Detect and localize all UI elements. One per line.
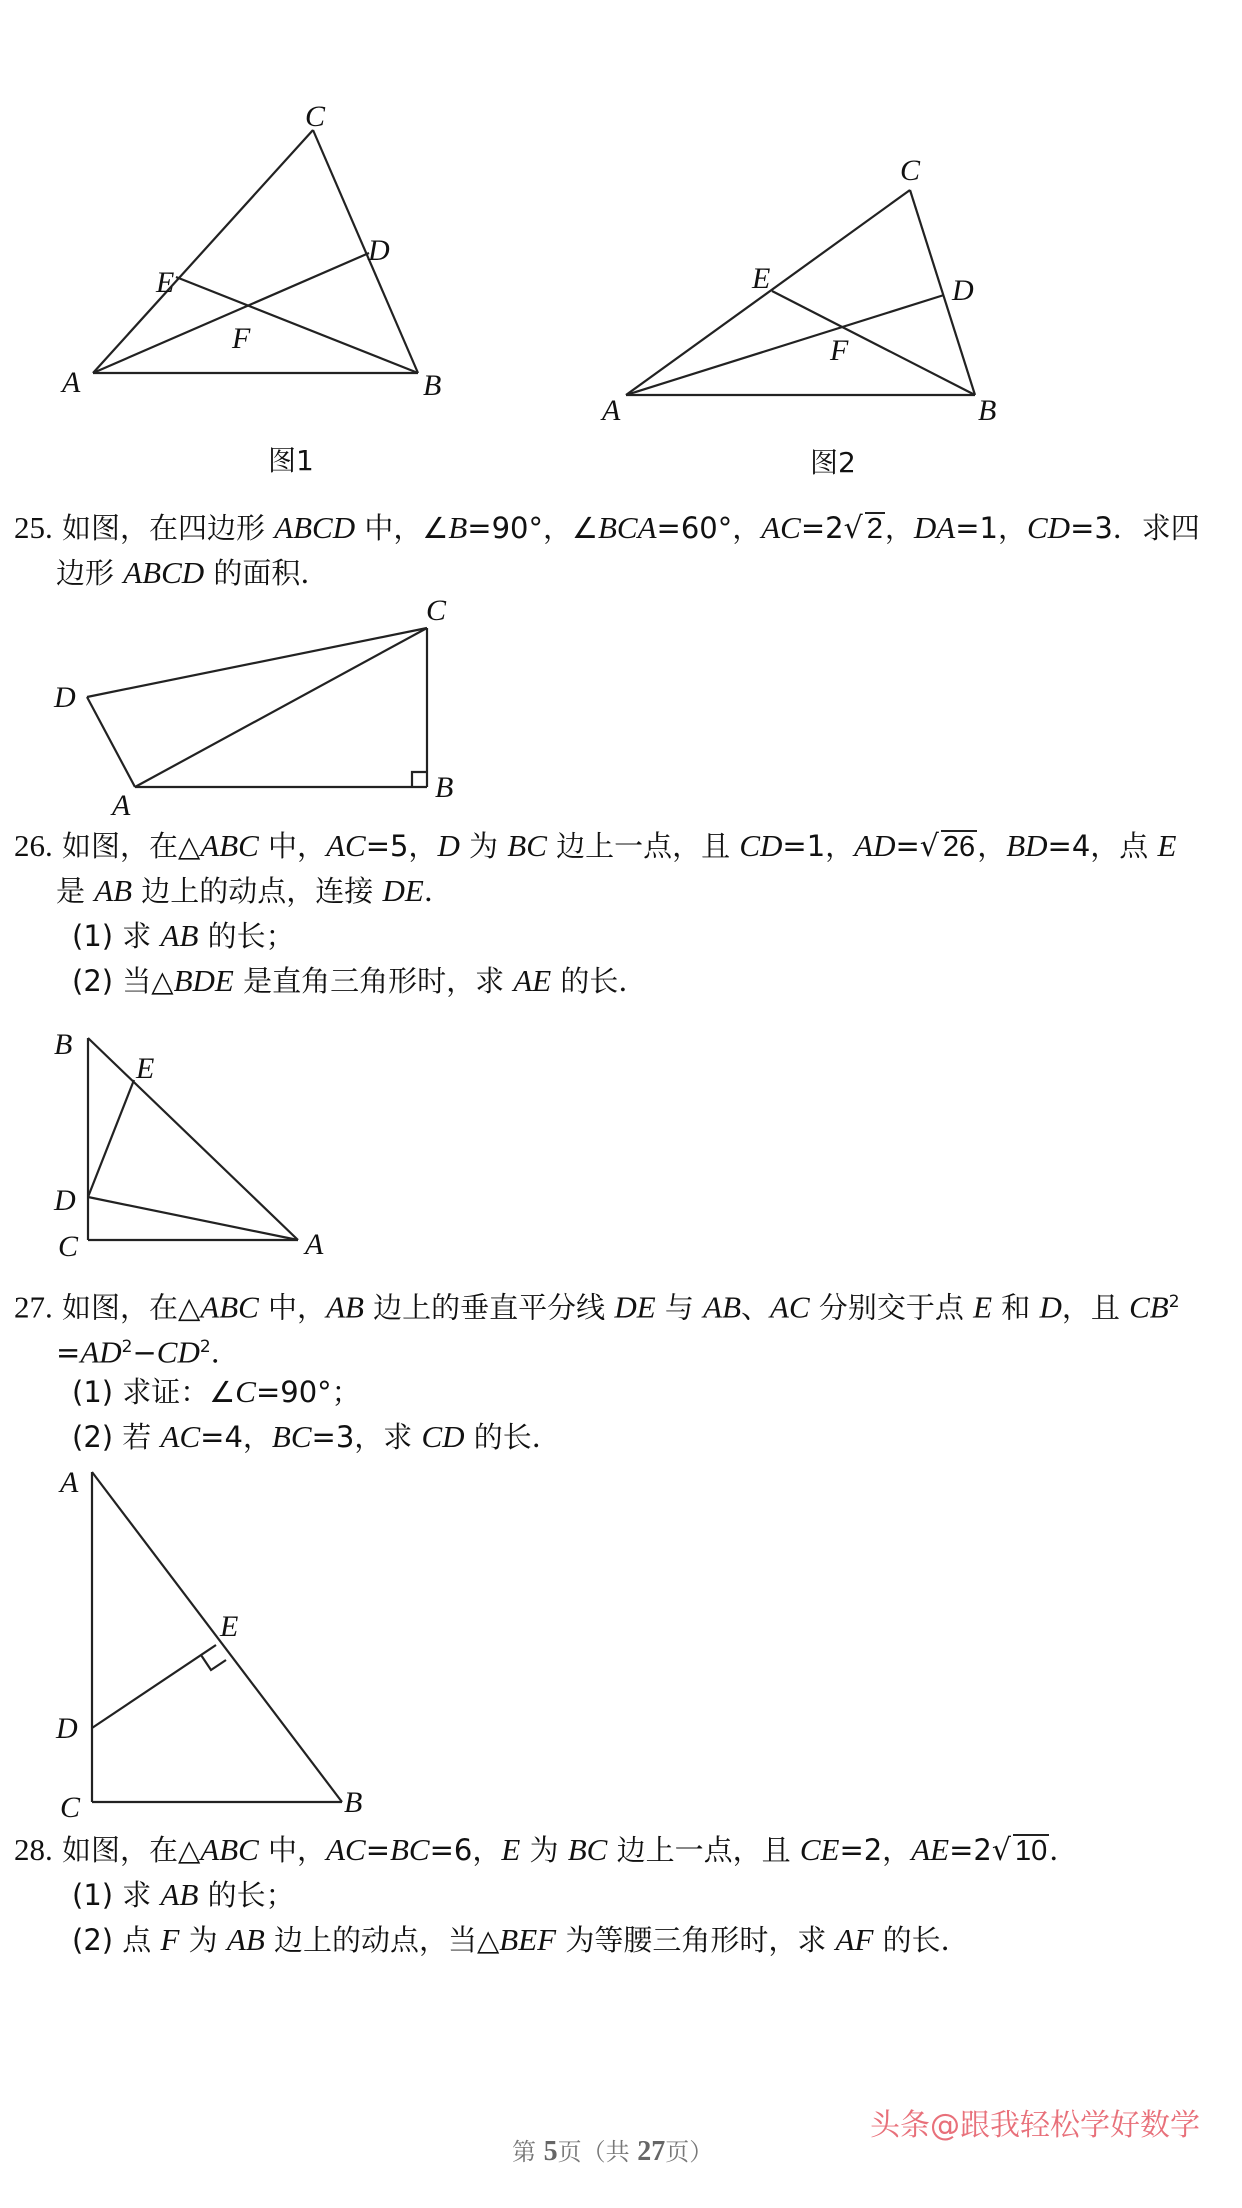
question-27-part-1: (1) 求证：∠C=90°； xyxy=(72,1374,361,1409)
fig2-label-c: C xyxy=(900,154,921,187)
fig2-label-a: A xyxy=(602,394,621,427)
question-27-line-2: $=AD^2-CD^2$． xyxy=(56,1334,240,1370)
q25-label-b: B xyxy=(435,771,454,804)
q25-label-d: D xyxy=(54,681,76,714)
q26-label-d: D xyxy=(54,1184,76,1217)
question-27-line-1: 27. 如图，在△ABC 中，AB 边上的垂直平分线 DE 与 AB、AC 分别交于点 E 和 D，且 $CB^2$ xyxy=(14,1289,1180,1325)
fig2-label-e: E xyxy=(752,262,771,295)
q27-label-c: C xyxy=(60,1791,81,1820)
q26-label-e: E xyxy=(136,1052,155,1085)
watermark: 头条@跟我轻松学好数学 xyxy=(870,2108,1200,2143)
figure-1 xyxy=(0,100,480,490)
q26-label-c: C xyxy=(58,1230,79,1260)
fig1-label-e: E xyxy=(156,266,175,299)
q27-label-b: B xyxy=(344,1786,363,1819)
page-indicator: 第 5页（共 27页） xyxy=(512,2136,714,2167)
fig1-caption: 图1 xyxy=(268,444,314,477)
q26-label-a: A xyxy=(305,1228,324,1260)
q27-label-d: D xyxy=(56,1712,78,1745)
fig2-caption: 图2 xyxy=(810,446,856,479)
fig1-label-f: F xyxy=(232,322,251,355)
fig1-label-d: D xyxy=(368,234,390,267)
question-25-line-1: 25. 如图，在四边形 ABCD 中，∠B=90°，∠BCA=60°，AC=2√ 2，DA=1，CD=3．求四 xyxy=(14,510,1200,546)
fig1-label-c: C xyxy=(305,100,326,133)
question-26-part-2: (2) 当△BDE 是直角三角形时，求 AE 的长． xyxy=(72,963,648,998)
fig2-label-b: B xyxy=(978,394,997,427)
q27-label-e: E xyxy=(220,1610,239,1643)
fig2-label-f: F xyxy=(830,334,849,367)
q25-label-a: A xyxy=(112,789,131,820)
figure-q25 xyxy=(40,590,500,820)
question-28-line-1: 28. 如图，在△ABC 中，AC=BC=6，E 为 BC 边上一点，且 CE=2，AE=2√ 10． xyxy=(14,1832,1079,1868)
question-27-part-2: (2) 若 AC=4，BC=3，求 CD 的长． xyxy=(72,1419,561,1454)
question-26-part-1: (1) 求 AB 的长； xyxy=(72,918,295,953)
figure-2 xyxy=(560,120,1040,500)
question-25-line-2: 边形 ABCD 的面积． xyxy=(56,555,330,590)
fig1-label-a: A xyxy=(62,366,81,399)
q26-label-b: B xyxy=(54,1028,73,1061)
figure-q27 xyxy=(40,1460,380,1820)
q25-label-c: C xyxy=(426,594,447,627)
question-28-part-2: (2) 点 F 为 AB 边上的动点，当△BEF 为等腰三角形时，求 AF 的长． xyxy=(72,1922,970,1957)
fig1-label-b: B xyxy=(423,369,442,402)
page-current: 5 xyxy=(543,2136,558,2167)
question-26-line-1: 26. 如图，在△ABC 中，AC=5，D 为 BC 边上一点，且 CD=1，AD=√ 26，BD=4，点 E xyxy=(14,828,1177,864)
figure-q26 xyxy=(40,1010,380,1260)
q27-label-a: A xyxy=(60,1466,79,1499)
page-total: 27 xyxy=(637,2136,666,2167)
question-26-line-2: 是 AB 边上的动点，连接 DE． xyxy=(56,873,453,908)
fig2-label-d: D xyxy=(952,274,974,307)
question-28-part-1: (1) 求 AB 的长； xyxy=(72,1877,295,1912)
